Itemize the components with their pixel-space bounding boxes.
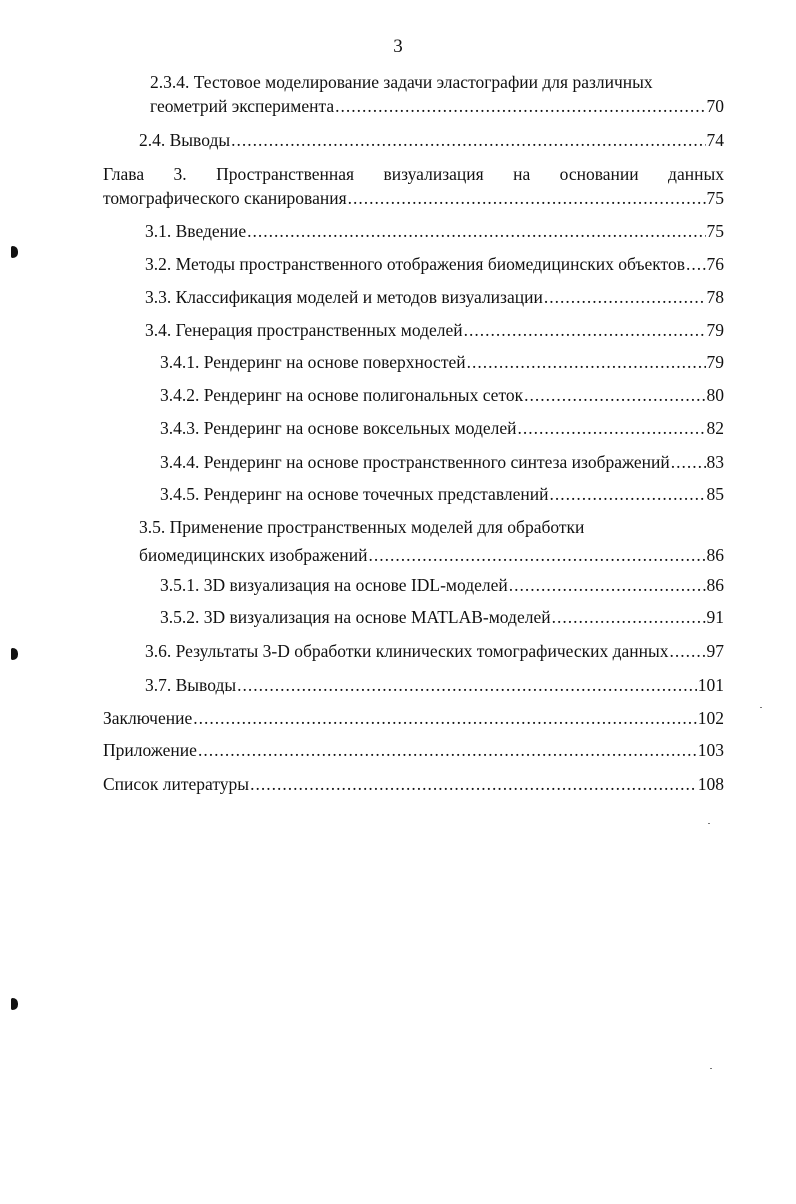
toc-entry-2-4 [139,128,724,152]
toc-entry-3-6 [145,639,724,663]
toc-entry-title: 2.4. Выводы [139,130,231,150]
toc-entry-title: 2.3.4. Тестовое моделирование задачи эластографии для различных [150,72,653,92]
toc-entry-title: 3.3. Классификация моделей и методов визуализации [145,287,543,307]
dot-leader [671,450,706,474]
toc-page-number: 86 [706,575,724,595]
toc-entry-title: томографического сканирования [103,188,347,208]
toc-entry-3-4 [145,318,724,342]
dot-leader [237,673,697,697]
toc-page-number: 70 [706,96,724,116]
toc-entry-title: геометрий эксперимента [150,96,335,116]
toc-page-number: 80 [706,385,724,405]
scan-speck [708,823,710,824]
toc-page-number: 75 [706,188,724,208]
toc-page-number: 83 [706,452,724,472]
dot-leader [552,605,706,629]
dot-leader [193,706,697,730]
toc-entry-3-5 [139,515,724,567]
dot-leader [544,285,706,309]
toc-entry-3-1 [145,219,724,243]
dot-leader [549,482,705,506]
dot-leader [198,738,697,762]
toc-entry-title: 3.2. Методы пространственного отображения биомедицинских объектов [145,254,685,274]
dot-leader [524,383,705,407]
toc-entry-title: 3.5.1. 3D визуализация на основе IDL-моделей [160,575,508,595]
toc-entry-references [103,772,724,796]
toc-entry-title: 3.5. Применение пространственных моделей для обработки [139,517,585,537]
dot-leader [247,219,705,243]
dot-leader [518,416,706,440]
dot-leader [250,772,697,796]
scan-speck [710,1068,712,1069]
toc-entry-3-4-2 [160,383,724,407]
toc-entry-conclusion [103,706,724,730]
toc-page-number: 102 [697,708,724,728]
dot-leader [686,252,706,276]
dot-leader [464,318,706,342]
dot-leader [509,573,706,597]
toc-entry-title: 3.4.2. Рендеринг на основе полигональных сеток [160,385,524,405]
toc-page-number: 91 [706,607,724,627]
toc-page-number: 82 [706,418,724,438]
toc-entry-appendix [103,738,724,762]
toc-entry-title: Заключение [103,708,193,728]
toc-entry-3-7 [145,673,724,697]
toc-page-number: 101 [697,675,724,695]
toc-entry-title: 3.4. Генерация пространственных моделей [145,320,463,340]
scan-speck [760,707,762,708]
toc-entry-3-4-5 [160,482,724,506]
dot-leader [369,543,706,567]
toc-entry-3-2 [145,252,724,276]
chapter-3-heading: Глава 3. Пространственная визуализация на основании данных [103,164,724,184]
toc-page-number: 76 [706,254,724,274]
toc-entry-title: 3.7. Выводы [145,675,237,695]
toc-page-number: 103 [697,740,724,760]
toc-page-number: 86 [706,545,724,565]
toc-entry-3-4-1 [160,350,724,374]
toc-entry-title: 3.1. Введение [145,221,247,241]
toc-entry-title: 3.4.3. Рендеринг на основе воксельных моделей [160,418,517,438]
dot-leader [231,128,705,152]
toc-page-number: 108 [697,774,724,794]
toc-entry-3-4-3 [160,416,724,440]
toc-page-number: 97 [706,641,724,661]
toc-entry-title: 3.6. Результаты 3-D обработки клинических томографических данных [145,641,669,661]
toc-page-number: 75 [706,221,724,241]
page-number: 3 [393,36,403,57]
toc-page-number: 79 [706,320,724,340]
toc-entry-title: 3.4.5. Рендеринг на основе точечных представлений [160,484,549,504]
dot-leader [348,186,706,210]
toc-entry-title: 3.5.2. 3D визуализация на основе MATLAB-моделей [160,607,551,627]
toc-page-number: 85 [706,484,724,504]
toc-entry-title: 3.4.1. Рендеринг на основе поверхностей [160,352,466,372]
toc-page-number: 78 [706,287,724,307]
toc-entry-title: Приложение [103,740,197,760]
dot-leader [335,94,705,118]
dot-leader [670,639,706,663]
toc-page-number: 79 [706,352,724,372]
toc-page-number: 74 [706,130,724,150]
toc-entry-title: Список литературы [103,774,250,794]
toc-entry-3-5-1 [160,573,724,597]
toc-entry-title: 3.4.4. Рендеринг на основе пространственного синтеза изображений [160,452,670,472]
dot-leader [467,350,706,374]
toc-entry-3-3 [145,285,724,309]
toc-entry-chapter-3 [103,162,724,210]
toc-entry-2-3-4 [150,70,724,118]
toc-entry-title: биомедицинских изображений [139,545,368,565]
toc-entry-3-5-2 [160,605,724,629]
toc-entry-3-4-4 [160,450,724,474]
